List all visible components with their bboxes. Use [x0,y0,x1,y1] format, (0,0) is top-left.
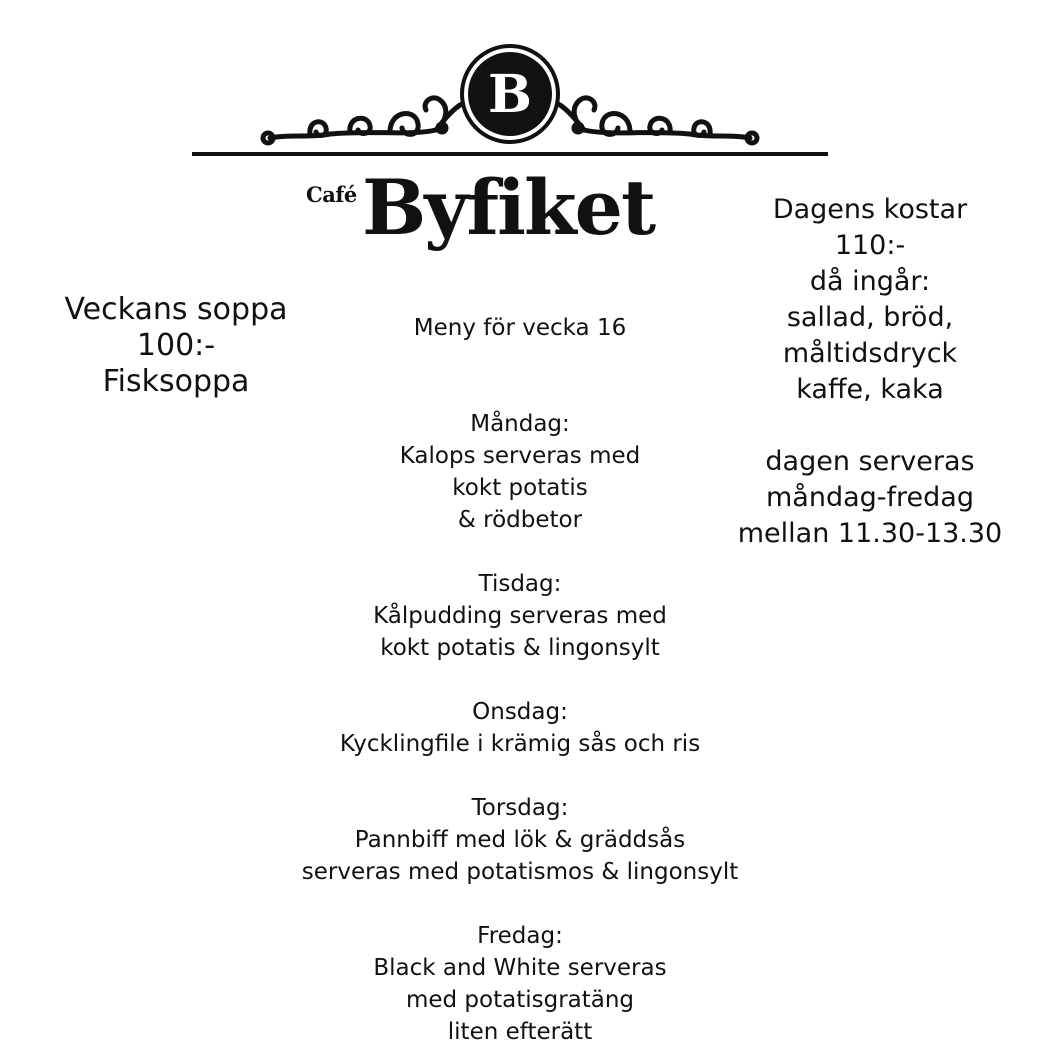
menu-day-tuesday [260,568,780,664]
daily-offer-section [720,192,1020,552]
includes-line: kaffe, kaka [796,374,944,405]
dish-line: Black and White serveras [373,955,667,981]
dish-line: serveras med potatismos & lingonsylt [301,859,739,885]
includes-label: då ingår: [809,266,931,297]
dish-line: kokt potatis [452,475,588,501]
dish-line: & rödbetor [457,507,583,533]
day-label: Fredag: [477,923,563,949]
weekly-menu [260,312,780,1048]
logo-monogram: B [488,64,532,125]
soup-title: Veckans soppa [64,292,288,327]
dish-line: liten efterätt [447,1019,593,1045]
serving-info: dagen serveras [765,446,975,477]
menu-title: Meny för vecka 16 [413,315,627,341]
day-label: Måndag: [470,411,570,437]
dish-line: Kalops serveras med [399,443,641,469]
serving-hours: mellan 11.30-13.30 [737,518,1003,549]
day-label: Torsdag: [471,795,569,821]
dish-line: kokt potatis & lingonsylt [380,635,660,661]
menu-day-friday [260,920,780,1048]
menu-day-monday [260,408,780,536]
serving-days: måndag-fredag [766,482,974,513]
daily-price-label: Dagens kostar [772,194,968,225]
soup-price: 100:- [136,328,216,363]
dish-line: Kycklingfile i krämig sås och ris [339,731,701,757]
logo-name-text: Byfiket [362,163,655,252]
dish-line: med potatisgratäng [405,987,635,1013]
daily-price: 110:- [834,230,906,261]
includes-line: måltidsdryck [782,338,958,369]
dish-line: Pannbiff med lök & gräddsås [354,827,686,853]
ornament-scroll-graphic [190,42,830,162]
day-label: Onsdag: [472,699,568,725]
soup-dish: Fisksoppa [102,364,250,399]
menu-day-wednesday [260,696,780,760]
menu-day-thursday [260,792,780,888]
logo-cafe-text: Café [306,182,357,207]
includes-line: sallad, bröd, [786,302,954,333]
spacer [720,408,1020,444]
dish-line: Kålpudding serveras med [373,603,667,629]
day-label: Tisdag: [478,571,562,597]
